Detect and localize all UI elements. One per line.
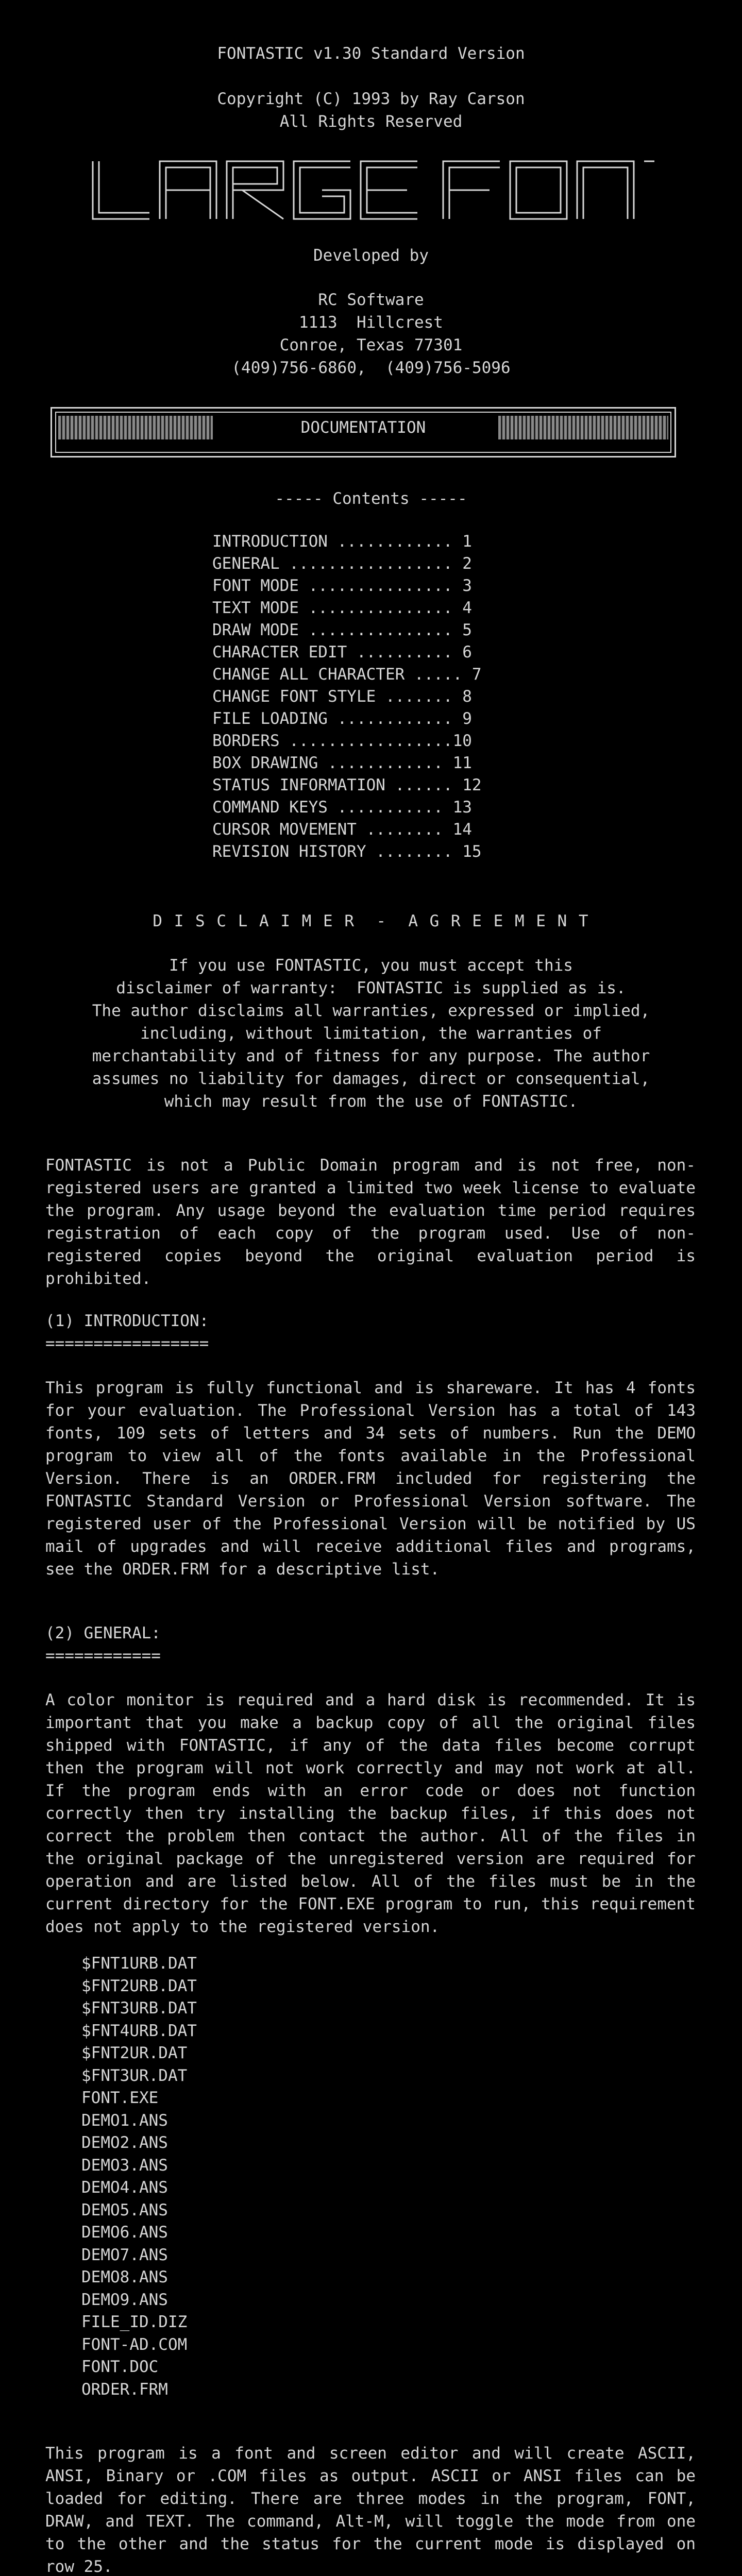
toc-item: TEXT MODE ............... 4 xyxy=(212,599,472,617)
file-item: $FNT2UR.DAT xyxy=(81,2044,188,2062)
city-address: Conroe, Texas 77301 xyxy=(279,336,463,354)
disclaimer-line: which may result from the use of FONTASTIC. xyxy=(164,1092,578,1111)
phone-numbers: (409)756-6860, (409)756-5096 xyxy=(231,359,511,377)
toc-item: COMMAND KEYS ........... 13 xyxy=(212,798,472,817)
disclaimer-line: The author disclaims all warranties, expressed or implied, xyxy=(92,1002,650,1020)
program-description-paragraph: This program is a font and screen editor and will create ASCII, ANSI, Binary or .COM files as output. ASCII or ANSI files can be loaded for editing. There are three modes in the program, FONT, DRAW, and TEXT. The command, Alt-M, will toggle the mode from one to the other and the status for the current mode is displayed on row 25. xyxy=(45,2444,696,2576)
toc-item: FILE LOADING ............ 9 xyxy=(212,709,472,728)
disclaimer-line: If you use FONTASTIC, you must accept this xyxy=(169,956,573,975)
toc-item: INTRODUCTION ............ 1 xyxy=(212,532,472,551)
intro-heading: (1) INTRODUCTION: xyxy=(45,1312,209,1330)
file-item: DEMO9.ANS xyxy=(81,2290,168,2309)
street-address: 1113 Hillcrest xyxy=(299,313,443,332)
toc-item: CHANGE ALL CHARACTER ..... 7 xyxy=(212,665,482,684)
copyright-line: Copyright (C) 1993 by Ray Carson xyxy=(217,90,525,108)
toc-item: GENERAL ................. 2 xyxy=(212,554,472,573)
toc-item: DRAW MODE ............... 5 xyxy=(212,621,472,639)
intro-paragraph: This program is fully functional and is shareware. It has 4 fonts for your evaluation. The Professional Version has a total of 143 fonts, 109 sets of letters and 34 sets of numbers. Run the DEMO program to view all of the fonts available in the Professional Version. There is an ORDER.FRM included for registering the FONTASTIC Standard Version or Professional Version software. The registered user of the Professional Version will be notified by US mail of upgrades and will receive additional files and programs, see the ORDER.FRM for a descriptive list. xyxy=(45,1379,696,1579)
toc-item: BOX DRAWING ............ 11 xyxy=(212,754,472,772)
file-item: $FNT4URB.DAT xyxy=(81,2021,197,2040)
general-underline: ============ xyxy=(45,1647,161,1665)
rights-line: All Rights Reserved xyxy=(279,112,463,131)
file-item: DEMO4.ANS xyxy=(81,2178,168,2197)
toc-item: CURSOR MOVEMENT ........ 14 xyxy=(212,820,472,839)
file-item: $FNT2URB.DAT xyxy=(81,1976,197,1995)
file-item: DEMO1.ANS xyxy=(81,2111,168,2130)
file-item: DEMO8.ANS xyxy=(81,2268,168,2286)
file-item: $FNT3UR.DAT xyxy=(81,2066,188,2085)
documentation-label: DOCUMENTATION xyxy=(300,418,426,437)
program-title: FONTASTIC v1.30 Standard Version xyxy=(217,44,525,63)
documentation-banner xyxy=(50,407,676,457)
toc-item: BORDERS .................10 xyxy=(212,732,472,750)
contents-title: ----- Contents ----- xyxy=(275,489,467,508)
table-of-contents xyxy=(212,531,532,863)
file-item: DEMO2.ANS xyxy=(81,2133,168,2152)
toc-item: FONT MODE ............... 3 xyxy=(212,577,472,595)
developed-by: Developed by xyxy=(313,246,429,265)
disclaimer-title: D I S C L A I M E R - A G R E E M E N T xyxy=(153,912,589,930)
disclaimer-line: merchantability and of fitness for any purpose. The author xyxy=(92,1047,650,1065)
file-item: FILE_ID.DIZ xyxy=(81,2313,188,2331)
toc-item: CHARACTER EDIT .......... 6 xyxy=(212,643,472,662)
toc-item: REVISION HISTORY ........ 15 xyxy=(212,842,482,861)
disclaimer-line: including, without limitation, the warranties of xyxy=(140,1024,602,1043)
file-item: FONT-AD.COM xyxy=(81,2335,188,2354)
disclaimer-line: disclaimer of warranty: FONTASTIC is supplied as is. xyxy=(116,979,626,997)
file-item: $FNT3URB.DAT xyxy=(81,1999,197,2018)
toc-item: STATUS INFORMATION ...... 12 xyxy=(212,776,482,794)
file-item: DEMO5.ANS xyxy=(81,2200,168,2219)
large-fonts-logo xyxy=(88,157,654,223)
file-item: FONT.EXE xyxy=(81,2089,159,2107)
disclaimer-line: assumes no liability for damages, direct or consequential, xyxy=(92,1070,650,1088)
file-item: DEMO6.ANS xyxy=(81,2223,168,2242)
general-heading: (2) GENERAL: xyxy=(45,1624,161,1642)
cursor-keys-line xyxy=(45,2574,334,2576)
file-item: $FNT1URB.DAT xyxy=(81,1954,197,1973)
file-item: DEMO3.ANS xyxy=(81,2156,168,2175)
file-item: FONT.DOC xyxy=(81,2358,159,2376)
intro-underline: ================= xyxy=(45,1334,209,1353)
required-files-list xyxy=(81,1953,197,2401)
file-item: DEMO7.ANS xyxy=(81,2245,168,2264)
license-paragraph: FONTASTIC is not a Public Domain program and is not free, non-registered users are granted a limited two week license to evaluate the program. Any usage beyond the evaluation time period requires registration of each copy of the program used. Use of non-registered copies beyond the original evaluation period is prohibited. xyxy=(45,1156,696,1288)
company-name: RC Software xyxy=(318,291,424,309)
general-paragraph: A color monitor is required and a hard disk is recommended. It is important that you make a backup copy of all the original files shipped with FONTASTIC, if any of the data files become corrupt then the program will not work correctly and may not work at all. If the program ends with an error code or does not function correctly then try installing the backup files, if this does not correct the problem then contact the author. All of the files in the original package of the unregistered version are required for operation and are listed below. All of the files must be in the current directory for the FONT.EXE program to run, this requirement does not apply to the registered version. xyxy=(45,1691,696,1936)
toc-item: CHANGE FONT STYLE ....... 8 xyxy=(212,687,472,706)
file-item: ORDER.FRM xyxy=(81,2380,168,2399)
